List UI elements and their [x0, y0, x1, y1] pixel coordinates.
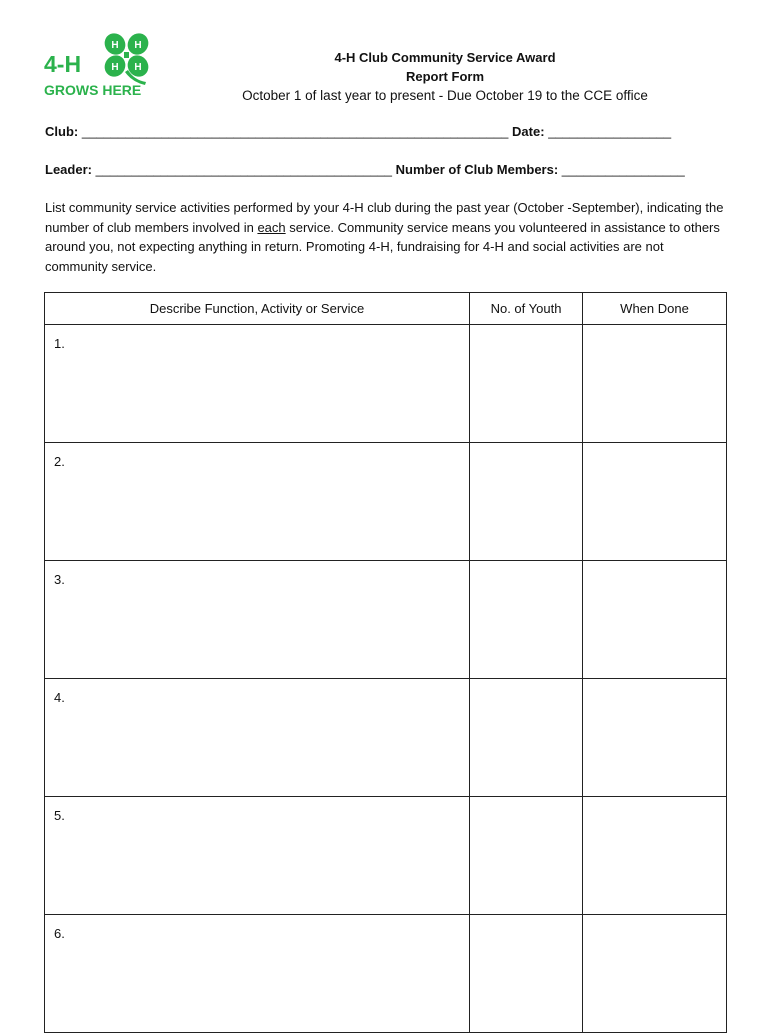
column-header-youth: No. of Youth: [470, 293, 583, 325]
youth-cell[interactable]: [470, 679, 583, 797]
when-cell[interactable]: [583, 915, 727, 1033]
leader-field[interactable]: _________________________________________: [95, 162, 393, 177]
due-date-note: October 1 of last year to present - Due October 19 to the CCE office: [242, 88, 648, 103]
instructions-text: service. Community service means you volunteered in assistance to others around you, not expecting anything in return. Promoting 4-H, fundraising for 4-H and social activities are not community service.: [45, 219, 720, 274]
instructions-emphasis: each: [257, 219, 286, 235]
club-field[interactable]: ___________________________________________________________: [81, 124, 509, 139]
youth-cell[interactable]: [470, 915, 583, 1033]
logo-grows-here-text: GROWS HERE: [44, 82, 142, 98]
activity-cell[interactable]: 6.: [45, 915, 470, 1033]
form-title: 4-H Club Community Service Award: [334, 50, 556, 65]
leaf-letter: H: [111, 62, 119, 73]
leaf-letter: H: [134, 40, 142, 51]
table-row: [45, 325, 727, 443]
leaf-letter: H: [111, 40, 119, 51]
club-label: Club:: [45, 124, 79, 139]
when-cell[interactable]: [583, 797, 727, 915]
table-row: [45, 797, 727, 915]
form-subtitle: Report Form: [406, 69, 484, 84]
activity-cell[interactable]: 5.: [45, 797, 470, 915]
logo-4h-text: 4-H: [44, 51, 82, 77]
when-cell[interactable]: [583, 679, 727, 797]
instructions-paragraph: [45, 198, 725, 276]
activity-cell[interactable]: 1.: [45, 325, 470, 443]
table-row: [45, 679, 727, 797]
table-row: [45, 561, 727, 679]
when-cell[interactable]: [583, 325, 727, 443]
youth-cell[interactable]: [470, 443, 583, 561]
members-label: Number of Club Members:: [395, 162, 559, 177]
column-header-activity: Describe Function, Activity or Service: [45, 293, 470, 325]
4h-logo: [42, 24, 162, 100]
youth-cell[interactable]: [470, 561, 583, 679]
table-row: [45, 443, 727, 561]
youth-cell[interactable]: [470, 325, 583, 443]
service-table: [44, 292, 727, 1033]
leader-label: Leader:: [45, 162, 92, 177]
instructions-text: List community service activities performed by your 4-H club during the past year (October -September), indicating the number of club members involved in: [45, 200, 724, 235]
activity-cell[interactable]: 3.: [45, 561, 470, 679]
when-cell[interactable]: [583, 561, 727, 679]
date-field[interactable]: _________________: [548, 124, 672, 139]
clover-icon: [42, 24, 162, 100]
leader-members-line: [45, 162, 685, 177]
activity-cell[interactable]: 2.: [45, 443, 470, 561]
leaf-letter: H: [134, 62, 142, 73]
date-label: Date:: [512, 124, 545, 139]
members-field[interactable]: _________________: [561, 162, 685, 177]
form-header: [180, 48, 710, 105]
table-row: [45, 915, 727, 1033]
club-date-line: [45, 124, 671, 139]
activity-cell[interactable]: 4.: [45, 679, 470, 797]
column-header-when: When Done: [583, 293, 727, 325]
when-cell[interactable]: [583, 443, 727, 561]
table-header-row: [45, 293, 727, 325]
youth-cell[interactable]: [470, 797, 583, 915]
